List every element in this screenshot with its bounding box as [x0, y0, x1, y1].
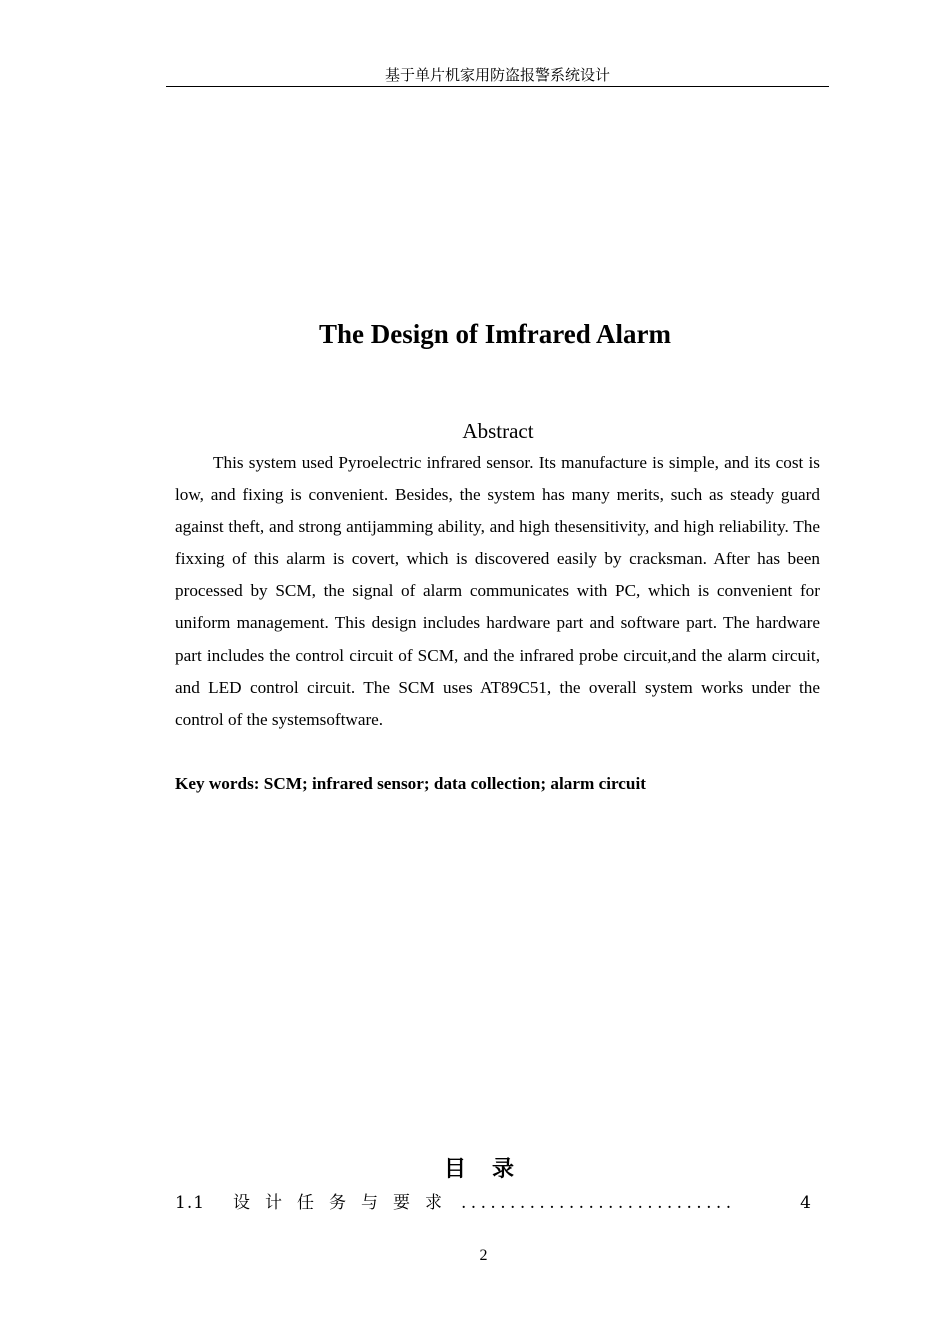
toc-entry-title: 设计任务与要求	[233, 1193, 457, 1213]
abstract-heading: Abstract	[462, 419, 534, 443]
header-divider	[166, 86, 829, 87]
toc-entry-page: 4	[800, 1193, 811, 1213]
document-title: The Design of Imfrared Alarm	[319, 319, 671, 349]
toc-heading: 目录	[443, 1157, 540, 1182]
toc-entry-leader: ............................	[461, 1193, 736, 1213]
keywords-line: Key words: SCM; infrared sensor; data collection; alarm circuit	[175, 774, 646, 793]
toc-entry[interactable]	[175, 1189, 811, 1217]
page-number: 2	[479, 1247, 488, 1264]
toc-entry-number: 1.1	[175, 1193, 206, 1213]
abstract-body: This system used Pyroelectric infrared sensor. Its manufacture is simple, and its cost is low, and fixing is convenient. Besides, the system has many merits, such as steady guard against theft, and strong antijamming ability, and high thesensitivity, and high reliability. The fixxing of this alarm is covert, which is discovered easily by cracksman. After has been processed by SCM, the signal of alarm communicates with PC, which is convenient for uniform management. This design includes hardware part and software part. The hardware part includes the control circuit of SCM, and the infrared probe circuit,and the alarm circuit, and LED control circuit. The SCM uses AT89C51, the overall system works under the control of the systemsoftware.	[175, 453, 820, 729]
running-header: 基于单片机家用防盗报警系统设计	[384, 66, 610, 84]
